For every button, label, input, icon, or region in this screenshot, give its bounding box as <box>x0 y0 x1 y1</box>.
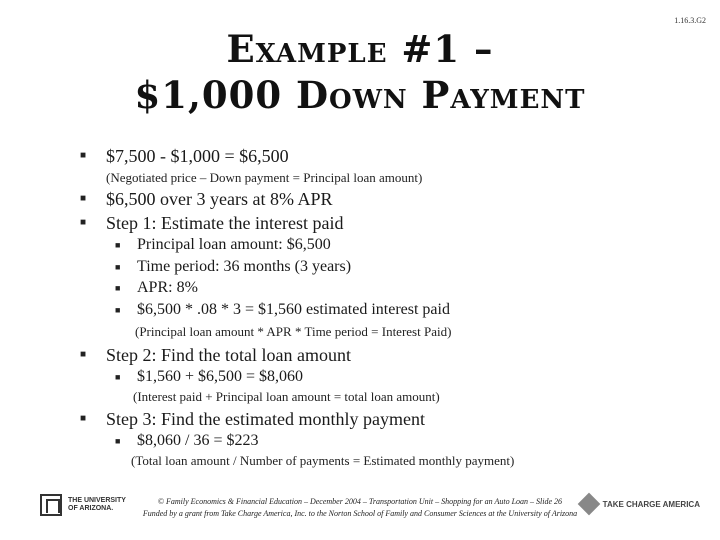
take-charge-america-logo <box>581 496 700 512</box>
footer-line-2: Funded by a grant from Take Charge America, Inc. to the Norton School of Family and Consumer Sciences at the University of Arizona <box>142 509 578 518</box>
bullet-marker-icon: ■ <box>80 193 87 204</box>
bullet-step-2: ■ Step 2: Find the total loan amount <box>80 345 351 365</box>
note-monthly-formula: (Total loan amount / Number of payments = Estimated monthly payment) <box>131 453 515 468</box>
tca-diamond-icon <box>577 493 600 516</box>
sub-bullet-apr: ■ APR: 8% <box>115 279 198 296</box>
sub-bullet-time-period: ■ Time period: 36 months (3 years) <box>115 258 352 275</box>
footer-line-1: © Family Economics & Financial Education – December 2004 – Transportation Unit – Shopping for an Auto Loan – Slide 26 <box>157 497 563 506</box>
ua-logo-line-2: OF ARIZONA. <box>68 505 114 512</box>
slide-title <box>0 26 720 118</box>
note-interest-formula: (Principal loan amount * APR * Time period = Interest Paid) <box>135 324 452 339</box>
bullet-marker-icon: ■ <box>115 283 121 293</box>
note-negotiated-price: (Negotiated price – Down payment = Principal loan amount) <box>106 170 423 185</box>
tca-logo-text: TAKE CHARGE AMERICA <box>602 499 700 509</box>
bullet-marker-icon: ■ <box>115 262 121 272</box>
title-line-2: $1,000 Down Payment <box>134 73 586 117</box>
bullet-marker-icon: ■ <box>115 372 121 382</box>
sub-bullet-interest-calc: ■ $6,500 * .08 * 3 = $1,560 estimated interest paid <box>115 301 450 318</box>
sub-bullet-principal: ■ Principal loan amount: $6,500 <box>115 236 331 253</box>
bullet-step-1: ■ Step 1: Estimate the interest paid <box>80 213 344 233</box>
note-total-formula: (Interest paid + Principal loan amount = total loan amount) <box>133 389 440 404</box>
ua-logo-line-1: THE UNIVERSITY <box>68 497 126 504</box>
bullet-marker-icon: ■ <box>80 413 87 424</box>
bullet-marker-icon: ■ <box>80 150 87 161</box>
bullet-subtraction: ■ $7,500 - $1,000 = $6,500 <box>80 146 289 166</box>
bullet-marker-icon: ■ <box>115 305 121 315</box>
bullet-step-3: ■ Step 3: Find the estimated monthly payment <box>80 409 425 429</box>
bullet-marker-icon: ■ <box>80 349 87 360</box>
slide-id: 1.16.3.G2 <box>674 16 706 25</box>
bullet-marker-icon: ■ <box>115 436 121 446</box>
sub-bullet-monthly-calc: ■ $8,060 / 36 = $223 <box>115 432 259 449</box>
title-line-1: Example #1 – <box>226 27 494 71</box>
bullet-loan-terms: ■ $6,500 over 3 years at 8% APR <box>80 189 333 209</box>
sub-bullet-total-calc: ■ $1,560 + $6,500 = $8,060 <box>115 368 304 385</box>
bullet-marker-icon: ■ <box>80 217 87 228</box>
bullet-marker-icon: ■ <box>115 240 121 250</box>
